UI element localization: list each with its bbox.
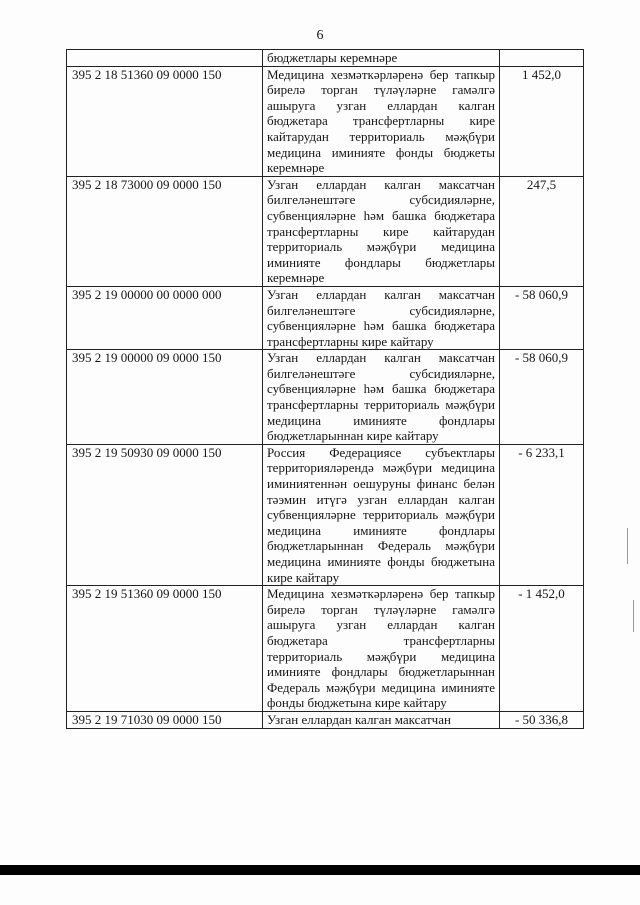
table-row	[67, 176, 584, 286]
scan-bottom-bar	[0, 865, 640, 875]
amount-cell	[500, 50, 584, 67]
description-cell: Россия Федерациясе субъектлары территорияләрендә мәҗбүри медицина иминиятеннән оешуруны финанс белән тәэмин итүгә узган еллардан калган субвенцияләрне территориаль мәҗбүри медицина иминияте фондлары бюджетларыннан Федераль мәҗбүри медицина иминияте фонды бюджетына кире кайтару	[263, 444, 500, 585]
code-cell	[67, 50, 263, 67]
budget-table	[66, 49, 584, 729]
code-cell: 395 2 19 71030 09 0000 150	[67, 711, 263, 728]
description-cell: Медицина хезмәткәрләренә бер тапкыр бирелә торган түләүләрне гамәлгә ашыруга узган еллардан калган бюджетара трансфертларны кире кайтарудан территориаль мәҗбүри медицина иминияте фонды бюджеты керемнәре	[263, 66, 500, 176]
description-cell: Узган еллардан калган максатчан билгеләнештәге субсидияләрне, субвенцияләрне һәм башка бюджетара трансфертларны территориаль мәҗбүри медицина иминияте фондлары бюджетларыннан кире кайтару	[263, 350, 500, 445]
description-cell: Узган еллардан калган максатчан билгеләнештәге субсидияләрне, субвенцияләрне һәм башка бюджетара трансфертларны кире кайтарудан территориаль мәҗбүри медицина иминияте фондлары бюджетлары керемнәре	[263, 176, 500, 286]
amount-cell: - 1 452,0	[500, 586, 584, 712]
amount-cell: - 58 060,9	[500, 350, 584, 445]
table-row	[67, 50, 584, 67]
scan-margin-mark	[633, 600, 634, 632]
code-cell: 395 2 19 50930 09 0000 150	[67, 444, 263, 585]
amount-cell: 1 452,0	[500, 66, 584, 176]
table-row	[67, 286, 584, 349]
table-row	[67, 350, 584, 445]
amount-cell: - 6 233,1	[500, 444, 584, 585]
code-cell: 395 2 19 00000 09 0000 150	[67, 350, 263, 445]
description-cell: Медицина хезмәткәрләренә бер тапкыр бирелә торган түләүләрне гамәлгә ашыруга узган еллардан калган бюджетара трансфертларны территориаль мәҗбүри медицина иминияте фондлары бюджетларыннан Федераль мәҗбүри медицина иминияте фонды бюджетына кире кайтару	[263, 586, 500, 712]
amount-cell: 247,5	[500, 176, 584, 286]
table-row	[67, 444, 584, 585]
amount-cell: - 50 336,8	[500, 711, 584, 728]
description-cell: Узган еллардан калган максатчан билгеләнештәге субсидияләрне, субвенцияләрне һәм башка бюджетара трансфертларны кире кайтару	[263, 286, 500, 349]
description-cell: Узган еллардан калган максатчан	[263, 711, 500, 728]
code-cell: 395 2 18 73000 09 0000 150	[67, 176, 263, 286]
table-row	[67, 586, 584, 712]
amount-cell: - 58 060,9	[500, 286, 584, 349]
code-cell: 395 2 18 51360 09 0000 150	[67, 66, 263, 176]
code-cell: 395 2 19 00000 00 0000 000	[67, 286, 263, 349]
code-cell: 395 2 19 51360 09 0000 150	[67, 586, 263, 712]
table-row	[67, 711, 584, 728]
description-cell: бюджетлары керемнәре	[263, 50, 500, 67]
table-row	[67, 66, 584, 176]
page-number: 6	[316, 28, 324, 43]
scan-margin-mark	[627, 528, 628, 564]
